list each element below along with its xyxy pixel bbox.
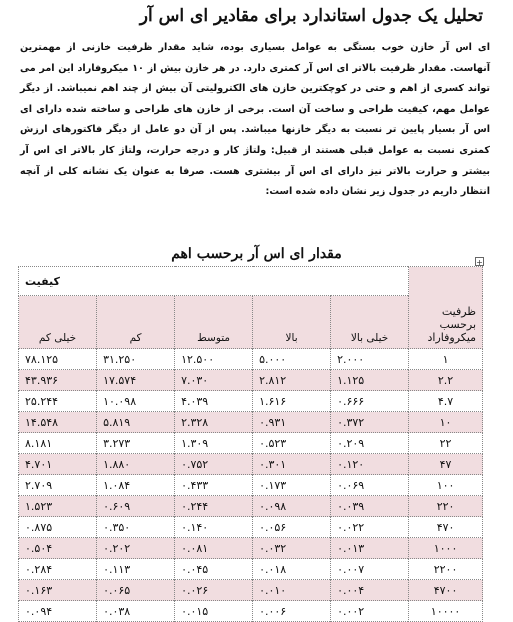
table-row (19, 538, 483, 559)
esr-value-cell: ۰.۵۲۳ (253, 433, 331, 454)
esr-value-cell: ۱.۰۸۴ (97, 475, 175, 496)
esr-value-cell: ۰.۳۵۰ (97, 517, 175, 538)
esr-value-cell: ۰.۰۵۶ (253, 517, 331, 538)
esr-value-cell: ۰.۱۱۳ (97, 559, 175, 580)
table-row (19, 475, 483, 496)
esr-value-cell: ۱.۸۸۰ (97, 454, 175, 475)
esr-value-cell: ۲.۸۱۲ (253, 370, 331, 391)
table-row (19, 433, 483, 454)
capacitance-cell: ۱۰۰۰۰ (409, 601, 483, 622)
esr-value-cell: ۵.۸۱۹ (97, 412, 175, 433)
esr-table (18, 266, 483, 622)
esr-value-cell: ۰.۷۵۲ (175, 454, 253, 475)
table-row (19, 559, 483, 580)
esr-value-cell: ۰.۰۹۸ (253, 496, 331, 517)
esr-value-cell: ۰.۶۶۶ (331, 391, 409, 412)
capacitance-cell: ۱۰ (409, 412, 483, 433)
esr-value-cell: ۰.۰۱۵ (175, 601, 253, 622)
esr-value-cell: ۸.۱۸۱ (19, 433, 97, 454)
capacitance-cell: ۲.۲ (409, 370, 483, 391)
table-row (19, 496, 483, 517)
esr-value-cell: ۷.۰۳۰ (175, 370, 253, 391)
esr-value-cell: ۰.۰۶۹ (331, 475, 409, 496)
capacitance-cell: ۱۰۰۰ (409, 538, 483, 559)
esr-value-cell: ۲.۷۰۹ (19, 475, 97, 496)
esr-value-cell: ۰.۴۳۳ (175, 475, 253, 496)
esr-value-cell: ۰.۲۰۹ (331, 433, 409, 454)
esr-value-cell: ۰.۰۳۸ (97, 601, 175, 622)
esr-value-cell: ۱۴.۵۴۸ (19, 412, 97, 433)
esr-value-cell: ۰.۳۷۲ (331, 412, 409, 433)
column-header: کم (97, 296, 175, 349)
esr-value-cell: ۰.۰۲۶ (175, 580, 253, 601)
esr-value-cell: ۰.۹۳۱ (253, 412, 331, 433)
capacitance-cell: ۱ (409, 349, 483, 370)
column-header: بالا (253, 296, 331, 349)
esr-value-cell: ۰.۰۰۷ (331, 559, 409, 580)
esr-value-cell: ۰.۰۶۵ (97, 580, 175, 601)
esr-value-cell: ۷۸.۱۲۵ (19, 349, 97, 370)
esr-value-cell: ۰.۰۱۸ (253, 559, 331, 580)
esr-value-cell: ۳۱.۲۵۰ (97, 349, 175, 370)
esr-value-cell: ۰.۰۸۱ (175, 538, 253, 559)
column-header: خیلی کم (19, 296, 97, 349)
esr-value-cell: ۰.۸۷۵ (19, 517, 97, 538)
capacitance-cell: ۱۰۰ (409, 475, 483, 496)
page-title: تحلیل یک جدول استاندارد برای مقادیر ای اس آر (139, 6, 483, 26)
esr-value-cell: ۲.۰۰۰ (331, 349, 409, 370)
esr-value-cell: ۳.۲۷۳ (97, 433, 175, 454)
esr-value-cell: ۰.۰۰۲ (331, 601, 409, 622)
table-move-handle-icon[interactable]: + (476, 258, 483, 267)
column-header: خیلی بالا (331, 296, 409, 349)
table-row (19, 349, 483, 370)
esr-value-cell: ۰.۶۰۹ (97, 496, 175, 517)
quality-header (19, 267, 409, 296)
esr-value-cell: ۱۰.۰۹۸ (97, 391, 175, 412)
esr-value-cell: ۱.۳۰۹ (175, 433, 253, 454)
table-caption: مقدار ای اس آر برحسب اهم (171, 246, 342, 262)
esr-value-cell: ۰.۰۳۹ (331, 496, 409, 517)
esr-value-cell: ۴۳.۹۳۶ (19, 370, 97, 391)
intro-paragraph: ای اس آر خازن خوب بستگی به عوامل بسیاری بوده، شاید مقدار ظرفیت خازنی از مهمترین آنهاست. مقدار ظرفیت بالاتر ای اس آر کمتری دارد. در هر خازن بیش از ۱۰ میکروفاراد این امر می تواند کسری از اهم و حتی در کوچکترین خازن های الکترولیتی آن بیش از چند اهم نمیباشد. از دیگر عوامل مهم، کیفیت طراحی و ساخت آن است. برخی از خازن های طراحی و ساخته شده دارای ای اس آر بسیار پایین تر نسبت به دیگر خازنها میباشد. پس از آن دو عامل از دیگر فاکتورهای ارزش کمتری نسبت به عوامل قبلی هستند از قبیل: ولتاژ کار و درجه حرارت، ولتاژ کار بالاتر ای اس آر بیشتر و حرارت بالاتر نیز دارای ای اس آر بیشتری هست. صرفا به عنوان یک نشانه کلی از آنچه انتظار داریم در جدول زیر نشان داده شده است: (20, 42, 490, 198)
esr-value-cell: ۰.۰۲۲ (331, 517, 409, 538)
esr-value-cell: ۱۷.۵۷۴ (97, 370, 175, 391)
esr-value-cell: ۰.۵۰۴ (19, 538, 97, 559)
esr-value-cell: ۲.۳۲۸ (175, 412, 253, 433)
esr-value-cell: ۴.۷۰۱ (19, 454, 97, 475)
esr-value-cell: ۰.۰۱۰ (253, 580, 331, 601)
column-header: متوسط (175, 296, 253, 349)
esr-value-cell: ۰.۱۴۰ (175, 517, 253, 538)
table-row (19, 580, 483, 601)
esr-value-cell: ۰.۲۴۴ (175, 496, 253, 517)
capacitance-cell: ۲۲۰ (409, 496, 483, 517)
table-row (19, 391, 483, 412)
esr-value-cell: ۰.۳۰۱ (253, 454, 331, 475)
quality-label: کیفیت (25, 274, 60, 288)
esr-value-cell: ۱.۵۲۳ (19, 496, 97, 517)
table-header-top-row (19, 267, 483, 296)
esr-value-cell: ۰.۰۰۶ (253, 601, 331, 622)
esr-value-cell: ۰.۰۱۳ (331, 538, 409, 559)
esr-value-cell: ۰.۰۳۲ (253, 538, 331, 559)
table-row (19, 412, 483, 433)
esr-value-cell: ۱.۱۲۵ (331, 370, 409, 391)
esr-value-cell: ۱۲.۵۰۰ (175, 349, 253, 370)
capacitance-cell: ۴۷۰۰ (409, 580, 483, 601)
capacitance-header-label: ظرفیت برحسب میکروفاراد (427, 305, 477, 344)
capacitance-cell: ۲۲ (409, 433, 483, 454)
table-row (19, 517, 483, 538)
esr-value-cell: ۰.۱۷۳ (253, 475, 331, 496)
esr-value-cell: ۰.۰۴۵ (175, 559, 253, 580)
esr-value-cell: ۲۵.۲۴۴ (19, 391, 97, 412)
capacitance-cell: ۴۷۰ (409, 517, 483, 538)
table-row (19, 454, 483, 475)
table-row (19, 370, 483, 391)
esr-value-cell: ۵.۰۰۰ (253, 349, 331, 370)
esr-value-cell: ۰.۱۲۰ (331, 454, 409, 475)
esr-value-cell: ۴.۰۳۹ (175, 391, 253, 412)
esr-value-cell: ۰.۲۸۴ (19, 559, 97, 580)
table-row (19, 601, 483, 622)
capacitance-header (409, 267, 483, 349)
capacitance-cell: ۴۷ (409, 454, 483, 475)
capacitance-cell: ۲۲۰۰ (409, 559, 483, 580)
esr-value-cell: ۱.۶۱۶ (253, 391, 331, 412)
esr-value-cell: ۰.۰۹۴ (19, 601, 97, 622)
capacitance-cell: ۴.۷ (409, 391, 483, 412)
esr-value-cell: ۰.۰۰۴ (331, 580, 409, 601)
esr-value-cell: ۰.۱۶۳ (19, 580, 97, 601)
esr-value-cell: ۰.۲۰۲ (97, 538, 175, 559)
